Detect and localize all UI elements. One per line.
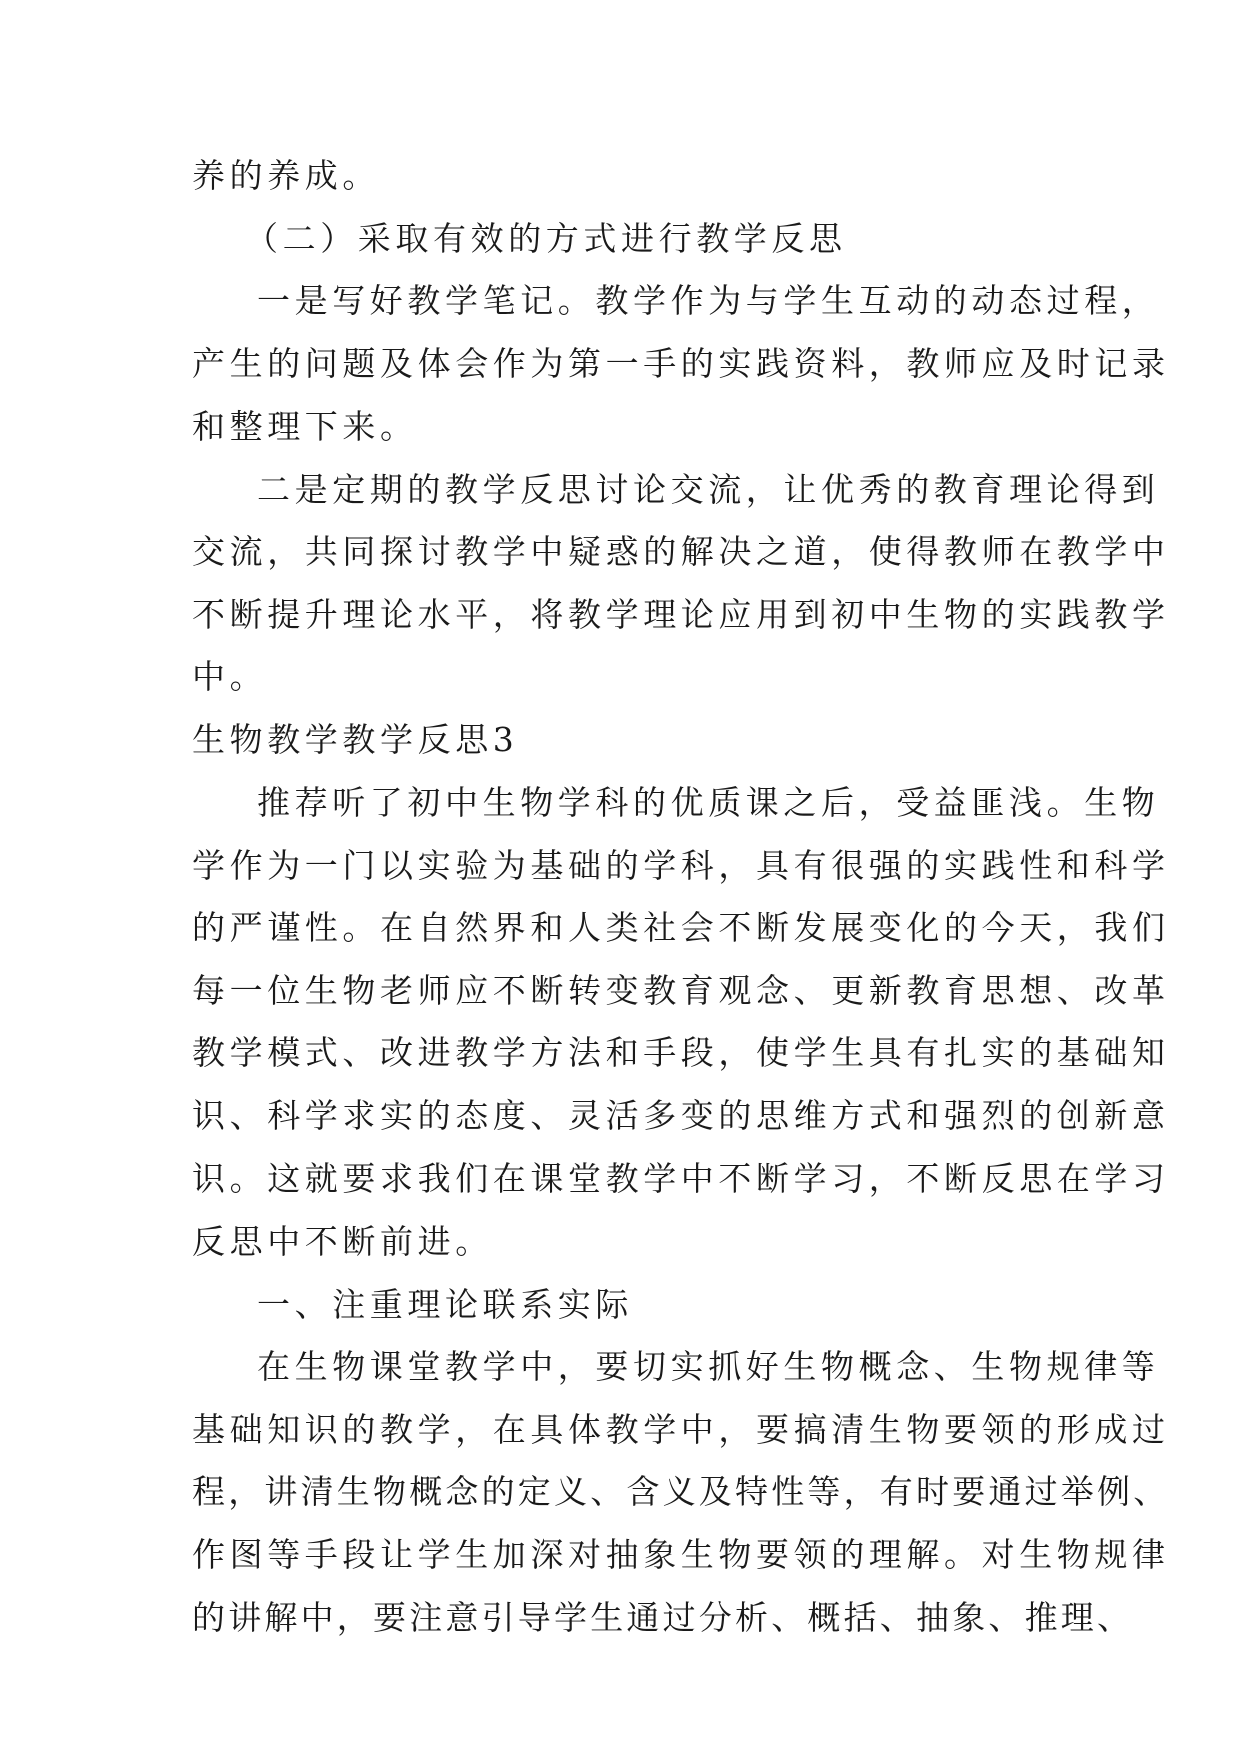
section-heading: （二）采取有效的方式进行教学反思: [245, 219, 847, 258]
paragraph-line: 基础知识的教学，在具体教学中，要搞清生物要领的形成过: [192, 1410, 1170, 1449]
paragraph-line: 中。: [192, 657, 268, 696]
article-title: 生物教学教学反思3: [192, 720, 519, 759]
paragraph-line: 反思中不断前进。: [192, 1222, 493, 1261]
paragraph-line: 推荐听了初中生物学科的优质课之后，受益匪浅。生物: [257, 783, 1160, 822]
paragraph-line: 和整理下来。: [192, 407, 418, 446]
paragraph-line: 不断提升理论水平，将教学理论应用到初中生物的实践教学: [192, 595, 1170, 634]
section-heading: 一、注重理论联系实际: [257, 1285, 633, 1324]
paragraph-line: 交流，共同探讨教学中疑惑的解决之道，使得教师在教学中: [192, 532, 1170, 571]
text-line: 养的养成。: [192, 156, 380, 195]
paragraph-line: 二是定期的教学反思讨论交流，让优秀的教育理论得到: [257, 470, 1160, 509]
paragraph-line: 的严谨性。在自然界和人类社会不断发展变化的今天，我们: [192, 908, 1170, 947]
paragraph-line: 作图等手段让学生加深对抽象生物要领的理解。对生物规律: [192, 1535, 1170, 1574]
paragraph-line: 教学模式、改进教学方法和手段，使学生具有扎实的基础知: [192, 1033, 1170, 1072]
paragraph-line: 产生的问题及体会作为第一手的实践资料，教师应及时记录: [192, 344, 1170, 383]
paragraph-line: 的讲解中，要注意引导学生通过分析、概括、抽象、推理、: [192, 1598, 1134, 1637]
paragraph-line: 识。这就要求我们在课堂教学中不断学习，不断反思在学习: [192, 1159, 1170, 1198]
paragraph-line: 程，讲清生物概念的定义、含义及特性等，有时要通过举例、: [192, 1472, 1170, 1511]
paragraph-line: 每一位生物老师应不断转变教育观念、更新教育思想、改革: [192, 971, 1170, 1010]
paragraph-line: 学作为一门以实验为基础的学科，具有很强的实践性和科学: [192, 846, 1170, 885]
paragraph-line: 在生物课堂教学中，要切实抓好生物概念、生物规律等: [257, 1347, 1160, 1386]
paragraph-line: 一是写好教学笔记。教学作为与学生互动的动态过程，: [257, 281, 1160, 320]
paragraph-line: 识、科学求实的态度、灵活多变的思维方式和强烈的创新意: [192, 1096, 1170, 1135]
